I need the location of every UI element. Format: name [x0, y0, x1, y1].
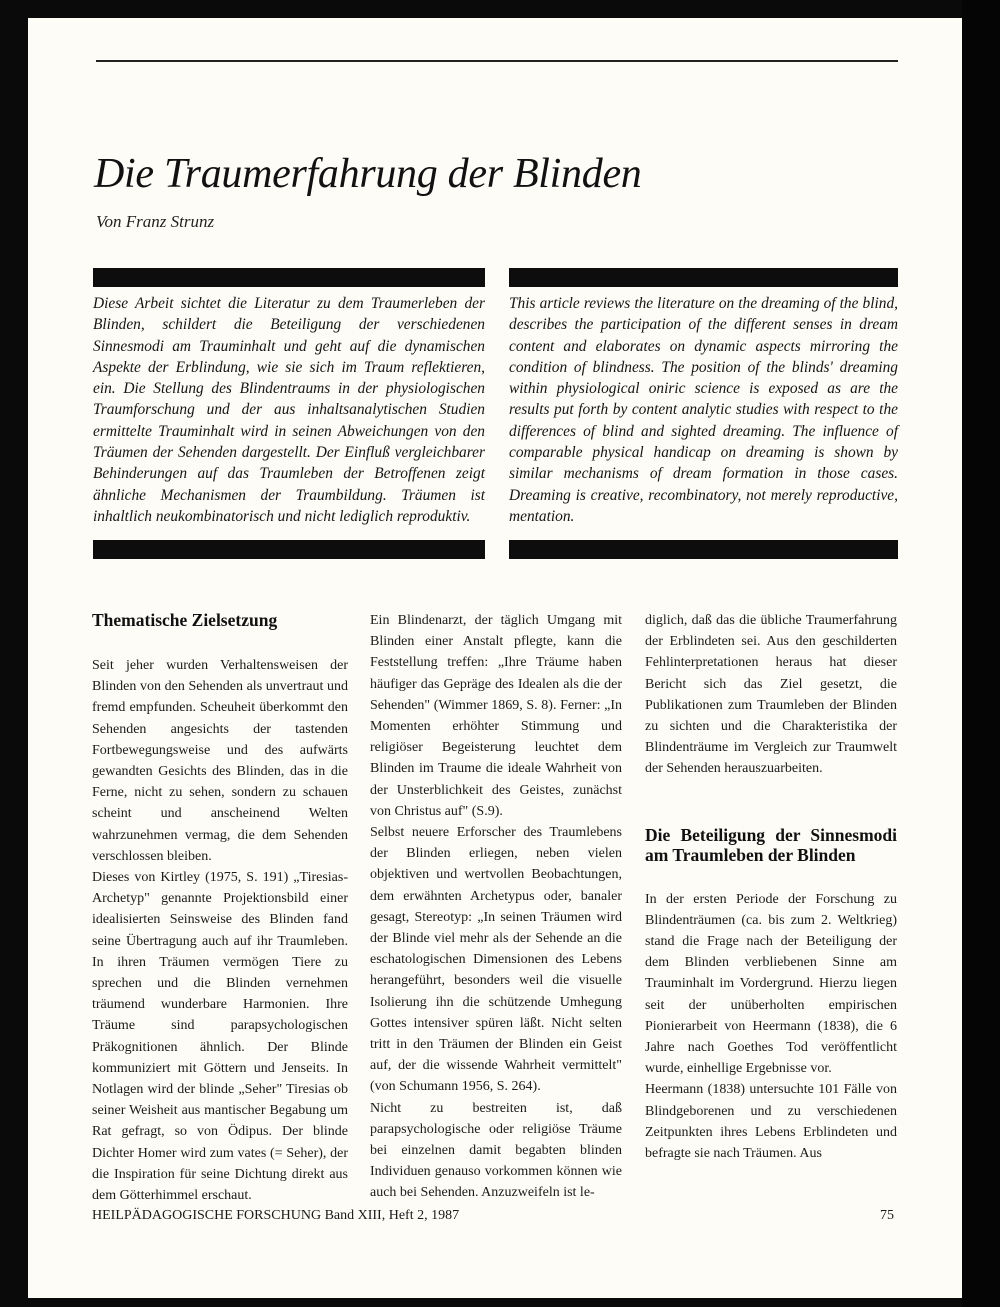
- section-heading-sinnesmodi: Die Beteiligung der Sinnesmodi am Traumleben der Blinden: [645, 824, 897, 865]
- paragraph: diglich, daß das die übliche Traumerfahrung der Erblindeten sei. Aus den geschilderten Fehlinterpretationen heraus hat dieser Bericht sich das Ziel gesetzt, die Publikationen zum Traumleben der Blinden zu sichten und die Charakteristika der Blindenträume im Vergleich zur Traumwelt der Sehenden herauszuarbeiten.: [645, 613, 897, 777]
- abstract-german: Diese Arbeit sichtet die Literatur zu dem Traumerleben der Blinden, schildert die Beteiligung der verschiedenen Sinnesmodi am Trauminhalt und geht auf die dynamischen Aspekte der Erblindung, wie sie sich im Traum reflektieren, ein. Die Stellung des Blindentraums in der physiologischen Traumforschung und der aus inhaltsanalytischen Studien ermittelte Trauminhalt wird in seinen Abweichungen von den Träumen der Sehenden dargestellt. Der Einfluß vergleichbarer Behinderungen auf das Traumleben der Betroffenen zeigt ähnliche Mechanismen der Traumbildung. Träumen ist inhaltlich neukombinatorisch und nicht lediglich reproduktiv.: [93, 295, 485, 525]
- paragraph: In der ersten Periode der Forschung zu Blindenträumen (ca. bis zum 2. Weltkrieg) stand die Frage nach der Beteiligung der dem Blinden verbliebenen Sinne am Trauminhalt im Vordergrund. Hierzu liegen seit der unüberholten empirischen Pionierarbeit von Heermann (1838), die 6 Jahre nach Goethes Tod veröffentlicht wurde, einhellige Ergebnisse vor.: [645, 891, 897, 1077]
- body-column-3: [645, 610, 897, 1164]
- abstract-en-top-bar: [509, 268, 898, 287]
- journal-footer: HEILPÄDAGOGISCHE FORSCHUNG Band XIII, Heft 2, 1987: [92, 1208, 460, 1223]
- abstract-de-bottom-bar: [93, 540, 485, 559]
- page-number: 75: [880, 1208, 894, 1223]
- section-heading-zielsetzung: Thematische Zielsetzung: [92, 610, 278, 630]
- body-column-1: [92, 610, 348, 1206]
- paragraph: Nicht zu bestreiten ist, daß parapsychologische oder religiöse Träume bei einzelnen damit begabten blinden Individuen genauso vorkommen können wie auch bei Sehenden. Anzuzweifeln ist le-: [370, 1100, 622, 1201]
- abstract-english: This article reviews the literature on the dreaming of the blind, describes the participation of the different senses in dream content and elaborates on dynamic aspects mirroring the condition of blindness. The position of the blinds' dreaming within physiological oniric science is exposed as are the results put forth by content analytic studies with respect to the differences of blind and sighted dreaming. The influence of comparable physical handicap on dreaming is shown by similar mechanisms of dream formation in those cases. Dreaming is creative, recombinatory, not merely reproductive, mentation.: [509, 295, 898, 525]
- paragraph: Selbst neuere Erforscher des Traumlebens der Blinden erliegen, neben vielen objektiven und wertvollen Beobachtungen, dem erwähnten Archetypus oder, banaler gesagt, Stereotyp: „In seinen Träumen wird der Blinde viel mehr als der Sehende an die eschatologischen Dimensionen des Lebens herangeführt, besonders weil die visuelle Isolierung ihn die schützende Umhegung Gottes intensiver spüren läßt. Nicht selten tritt in den Träumen der Blinden ein Geist auf, der die wissende Wahrheit vermittelt" (von Schumann 1956, S. 264).: [370, 825, 622, 1095]
- paragraph: Dieses von Kirtley (1975, S. 191) „Tiresias-Archetyp" genannte Projektionsbild einer idealisierten Seinsweise des Blinden fand seine Übertragung auch auf ihr Traumleben. In ihren Träumen vermögen Tiere zu sprechen und die Blinden vernehmen träumend wunderbare Harmonien. Ihre Träume sind parapsychologischen Präkognitionen ähnlich. Der Blinde kommuniziert mit Göttern und Jenseits. In Notlagen wird der blinde „Seher" Tiresias ob seiner Weisheit aus mantischer Begabung um Rat gefragt, so von Ödipus. Der blinde Dichter Homer wird zum vates (= Seher), der die Inspiration für seine Dichtung direkt aus dem Götterhimmel erschaut.: [92, 870, 348, 1204]
- paragraph: Seit jeher wurden Verhaltensweisen der Blinden von den Sehenden als unvertraut und fremd empfunden. Scheuheit überkommt den Sehenden angesichts der tastenden Fortbewegungsweise und des aufwärts gewandten Gesichts des Blinden, das in die Ferne, nicht zu sehen, sondern zu schauen scheint und anscheinend Welten wahrzunehmen vermag, die dem Sehenden verschlossen bleiben.: [92, 658, 348, 864]
- paragraph: Ein Blindenarzt, der täglich Umgang mit Blinden einer Anstalt pflegte, kann die Feststellung treffen: „Ihre Träume haben häufiger das Gepräge des Idealen als die der Sehenden" (Wimmer 1869, S. 8). Ferner: „In Momenten erhöhter Stimmung und religiöser Begeisterung leuchtet dem Blinden im Traume die ideale Wahrheit von der Unsterblichkeit des Geistes, zunächst von Christus auf" (S.9).: [370, 613, 622, 819]
- article-title: Die Traumerfahrung der Blinden: [94, 151, 642, 197]
- article-byline: Von Franz Strunz: [96, 212, 215, 231]
- paragraph: Heermann (1838) untersuchte 101 Fälle von Blindgeborenen und zu verschiedenen Zeitpunkten ihres Lebens Erblindeten und befragte sie nach Träumen. Aus: [645, 1082, 897, 1162]
- scan-edge: [962, 0, 1000, 1307]
- body-column-2: [370, 610, 622, 1204]
- abstract-de-top-bar: [93, 268, 485, 287]
- top-rule: [96, 60, 898, 62]
- abstract-en-bottom-bar: [509, 540, 898, 559]
